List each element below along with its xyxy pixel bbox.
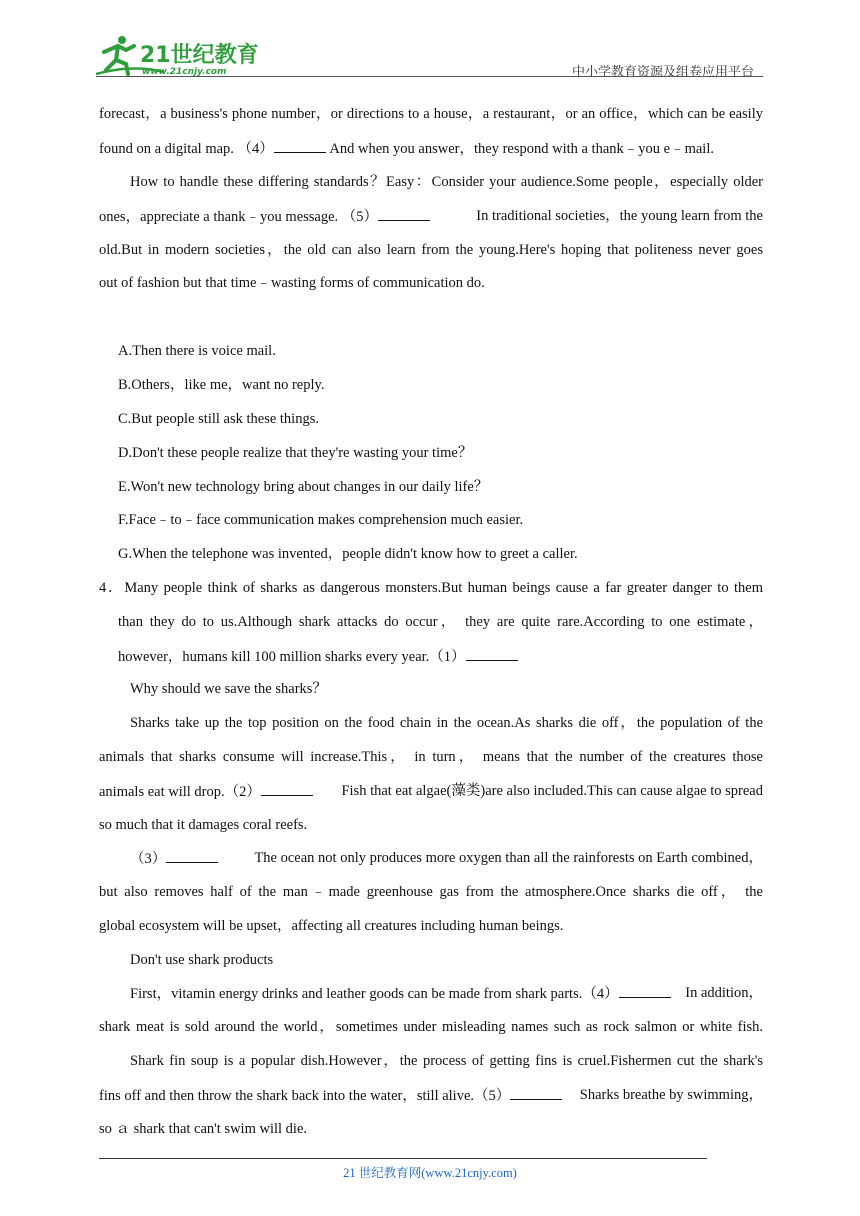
question-4-line: 4．Many people think of sharks as dangerous monsters.But human beings cause a far greater danger to them [99, 580, 763, 596]
section-heading: Why should we save the sharks？ [130, 681, 327, 697]
text-line: ones，appreciate a thank﹣you message. （5） In traditional societies，the young learn from the [99, 208, 763, 225]
section-heading: Don't use shark products [130, 952, 274, 968]
text-line: How to handle these differing standards？Easy：Consider your audience.Some people，especially older [130, 174, 763, 190]
footer-link[interactable]: 21 世纪教育网(www.21cnjy.com) [343, 1166, 517, 1180]
text-line: out of fashion but that time﹣wasting forms of communication do. [99, 275, 485, 291]
text-line: so ａ shark that can't swim will die. [99, 1121, 307, 1137]
answer-blank [466, 646, 518, 661]
answer-blank [166, 848, 218, 863]
text-line: shark meat is sold around the world，sometimes under misleading names such as rock salmon or white fish. [99, 1019, 763, 1035]
text-line: however，humans kill 100 million sharks every year.（1） [118, 646, 518, 667]
text-line: Sharks take up the top position on the food chain in the ocean.As sharks die off，the population of the [130, 715, 763, 731]
answer-blank [261, 781, 313, 796]
option-f: F.Face﹣to﹣face communication makes comprehension much easier. [118, 512, 524, 528]
answer-blank [378, 206, 430, 221]
text-line: First，vitamin energy drinks and leather goods can be made from shark parts.（4） In addition， [130, 985, 763, 1002]
text-line: （3） The ocean not only produces more oxygen than all the rainforests on Earth combined， [130, 850, 763, 867]
header-rule [96, 76, 763, 77]
option-e: E.Won't new technology bring about changes in our daily life？ [118, 479, 489, 495]
option-a: A.Then there is voice mail. [118, 343, 276, 359]
page-header [0, 0, 860, 80]
platform-name: 中小学教育资源及组卷应用平台 [571, 65, 754, 80]
text-line: global ecosystem will be upset，affecting all creatures including human beings. [99, 918, 564, 934]
answer-blank [274, 138, 326, 153]
text-line: Shark fin soup is a popular dish.However，the process of getting fins is cruel.Fishermen cut the shark's [130, 1053, 763, 1069]
text-line: found on a digital map. （4） And when you answer，they respond with a thank﹣you e﹣mail. [99, 138, 714, 159]
footer-rule [99, 1158, 707, 1159]
option-g: G.When the telephone was invented，people didn't know how to greet a caller. [118, 546, 578, 562]
text-line: fins off and then throw the shark back into the water，still alive.（5） Sharks breathe by swimming， [99, 1087, 763, 1104]
option-b: B.Others，like me，want no reply. [118, 377, 325, 393]
option-c: C.But people still ask these things. [118, 411, 319, 427]
text-line: than they do to us.Although shark attacks do occur， they are quite rare.According to one estimate， [118, 614, 763, 630]
answer-blank [510, 1085, 562, 1100]
text-line: old.But in modern societies，the old can also learn from the young.Here's hoping that politeness never goes [99, 242, 763, 258]
text-line: animals that sharks consume will increase.This， in turn， means that the number of the creatures those [99, 749, 763, 765]
text-line: so much that it damages coral reefs. [99, 817, 308, 833]
text-line: animals eat will drop.（2） Fish that eat algae(藻类)are also included.This can cause algae to spread [99, 783, 763, 800]
option-d: D.Don't these people realize that they're wasting your time？ [118, 445, 473, 461]
logo-21cnjy [94, 34, 264, 78]
text-line: but also removes half of the man﹣made greenhouse gas from the atmosphere.Once sharks die off， the [99, 884, 763, 900]
text-line: forecast，a business's phone number，or directions to a house，a restaurant，or an office，which can be easily [99, 106, 763, 122]
answer-blank [619, 983, 671, 998]
svg-text:www.21cnjy.com: www.21cnjy.com [142, 67, 227, 77]
svg-text:21世纪教育: 21世纪教育 [140, 43, 259, 68]
